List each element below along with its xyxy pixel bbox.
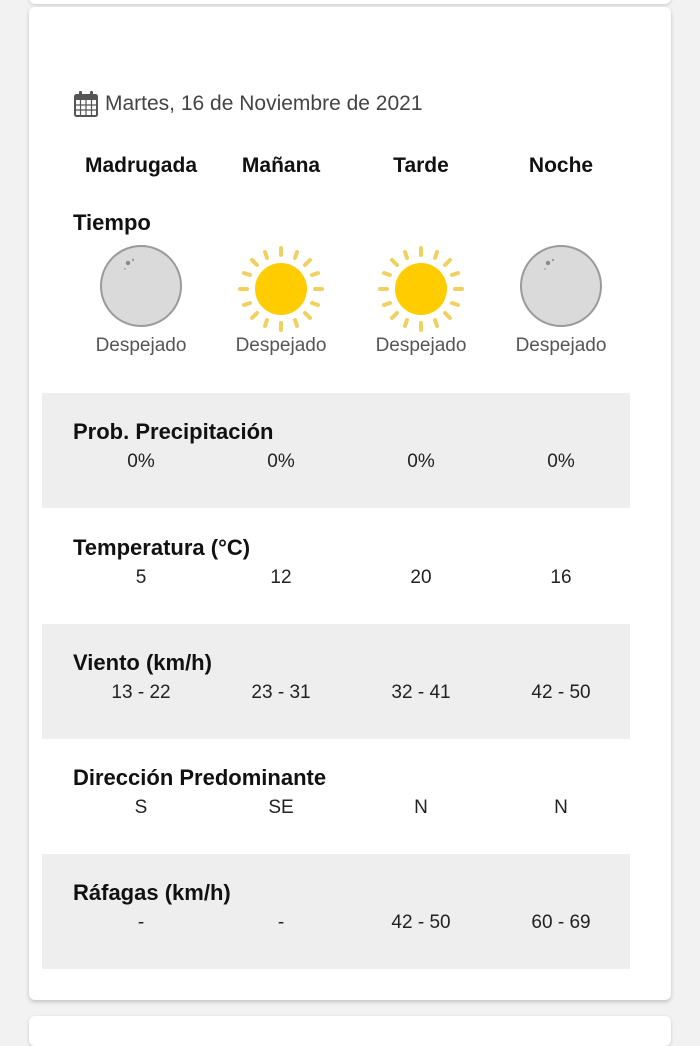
moon-icon xyxy=(518,244,604,330)
weather-section-title: Tiempo xyxy=(73,210,151,235)
weather-icon-slot-noche xyxy=(491,244,631,334)
period-header-row xyxy=(73,154,633,184)
gusts-value: - xyxy=(137,912,145,933)
previous-card xyxy=(29,0,671,4)
moon-icon xyxy=(98,244,184,330)
temperature-value: 12 xyxy=(270,567,292,588)
sun-icon xyxy=(376,244,466,334)
direction-value: N xyxy=(414,797,428,818)
gusts-title: Ráfagas (km/h) xyxy=(73,880,231,905)
weather-description: Despejado xyxy=(515,335,607,356)
gusts-value: - xyxy=(277,912,285,933)
precipitation-title: Prob. Precipitación xyxy=(73,419,274,444)
direction-value: SE xyxy=(268,797,294,818)
direction-value: S xyxy=(134,797,148,818)
sun-icon xyxy=(236,244,326,334)
wind-value: 32 - 41 xyxy=(391,682,451,703)
wind-row xyxy=(42,624,630,739)
precipitation-value: 0% xyxy=(407,451,435,472)
precipitation-value: 0% xyxy=(547,451,575,472)
temperature-row xyxy=(42,509,630,624)
period-tarde: Tarde xyxy=(393,154,449,177)
period-noche: Noche xyxy=(528,154,594,177)
weather-description: Despejado xyxy=(235,335,327,356)
direction-value: N xyxy=(554,797,568,818)
weather-description: Despejado xyxy=(375,335,467,356)
period-manana: Mañana xyxy=(241,154,321,177)
calendar-icon xyxy=(73,90,99,118)
weather-icon-slot-tarde xyxy=(351,244,491,334)
gusts-value: 60 - 69 xyxy=(531,912,591,933)
wind-value: 23 - 31 xyxy=(251,682,311,703)
precipitation-row xyxy=(42,393,630,508)
weather-description-row xyxy=(73,335,633,361)
wind-value: 42 - 50 xyxy=(531,682,591,703)
gusts-row xyxy=(42,854,630,969)
weather-icon-slot-madrugada xyxy=(71,244,211,334)
temperature-value: 5 xyxy=(135,567,147,588)
precipitation-value: 0% xyxy=(127,451,155,472)
wind-title: Viento (km/h) xyxy=(73,650,212,675)
temperature-title: Temperatura (°C) xyxy=(73,535,251,560)
gusts-value: 42 - 50 xyxy=(391,912,451,933)
direction-title: Dirección Predominante xyxy=(73,765,327,790)
forecast-date xyxy=(73,88,423,120)
temperature-value: 16 xyxy=(550,567,572,588)
temperature-value: 20 xyxy=(410,567,432,588)
direction-row xyxy=(42,739,630,854)
wind-value: 13 - 22 xyxy=(111,682,171,703)
next-card xyxy=(29,1016,671,1046)
weather-icon-slot-manana xyxy=(211,244,351,334)
period-madrugada: Madrugada xyxy=(84,154,197,177)
weather-description: Despejado xyxy=(95,335,187,356)
weather-icons-row xyxy=(73,244,633,334)
date-text: Martes, 16 de Noviembre de 2021 xyxy=(105,92,423,115)
precipitation-value: 0% xyxy=(267,451,295,472)
